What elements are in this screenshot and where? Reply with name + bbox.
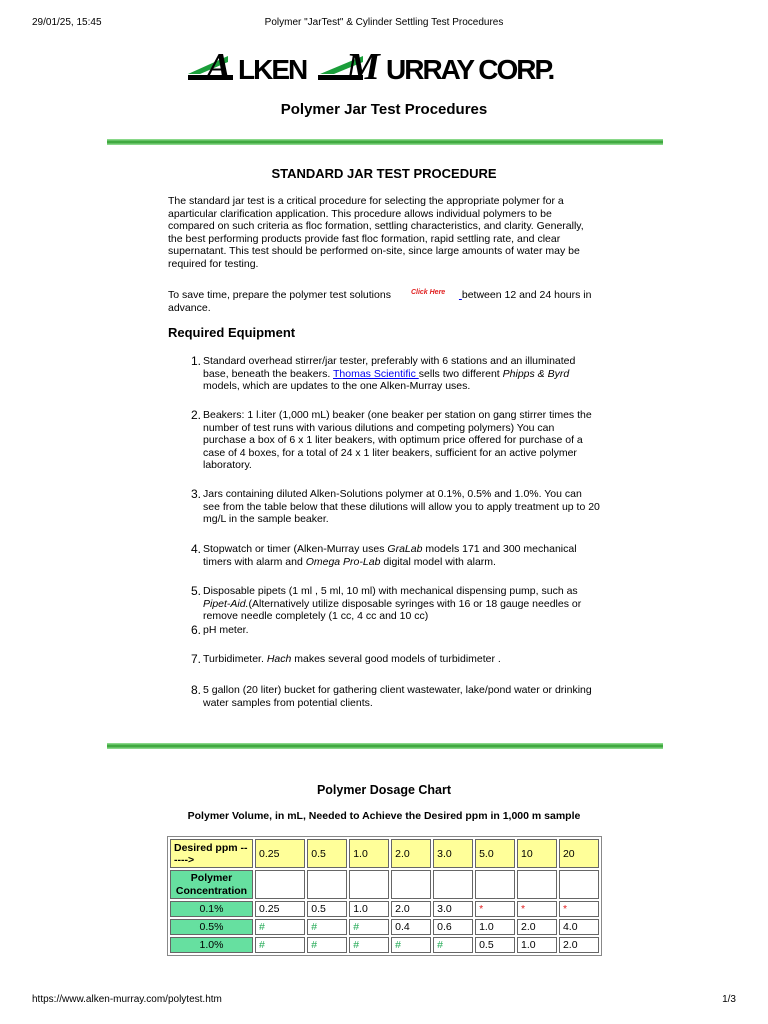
list-text: models, which are updates to the one Alken-Murray uses. xyxy=(203,380,471,393)
table-cell: * xyxy=(517,901,557,917)
table-header-cell: 3.0 xyxy=(433,839,473,868)
table-row xyxy=(170,919,599,935)
thomas-scientific-link[interactable]: Thomas Scientific xyxy=(333,367,419,380)
page-number: 1/3 xyxy=(722,994,736,1005)
dosage-chart-title: Polymer Dosage Chart xyxy=(316,783,452,797)
table-row xyxy=(170,839,599,868)
click-here-button[interactable]: Click Here xyxy=(410,289,446,296)
table-cell xyxy=(517,870,557,899)
svg-text:A: A xyxy=(206,46,231,86)
table-header-cell: 1.0 xyxy=(349,839,389,868)
table-header-cell: 20 xyxy=(559,839,599,868)
table-cell: 2.0 xyxy=(391,901,431,917)
table-cell xyxy=(433,870,473,899)
svg-text:LKEN: LKEN xyxy=(238,54,307,85)
list-text-italic: Hach xyxy=(266,653,292,665)
list-number: 3. xyxy=(190,487,201,501)
save-time-text: To save time, prepare the polymer test solutions xyxy=(168,289,391,301)
list-text-italic: Omega Pro-Lab xyxy=(305,555,381,568)
table-row xyxy=(170,870,599,899)
table-row xyxy=(170,937,599,953)
table-header-cell: 0.5 xyxy=(307,839,347,868)
list-text: pH meter. xyxy=(203,624,249,636)
table-cell xyxy=(559,870,599,899)
list-text: 5 gallon (20 liter) bucket for gathering client wastewater, lake/pond water or drinking water samples from potential clients. xyxy=(203,684,592,709)
table-cell xyxy=(475,870,515,899)
save-time-text-after: between 12 and 24 hours in advance. xyxy=(168,289,592,314)
table-cell: 1.0 xyxy=(517,937,557,953)
table-header-cell: 10 xyxy=(517,839,557,868)
print-date: 29/01/25, 15:45 xyxy=(32,17,102,28)
print-header xyxy=(32,17,736,31)
list-number: 7. xyxy=(190,652,201,666)
table-cell xyxy=(349,870,389,899)
table-cell xyxy=(307,870,347,899)
list-number: 4. xyxy=(190,542,201,556)
table-cell: 1.0 xyxy=(349,901,389,917)
table-cell: # xyxy=(255,919,305,935)
table-cell: 0.5 xyxy=(475,937,515,953)
table-cell: 0.25 xyxy=(255,901,305,917)
dosage-chart-subtitle: Polymer Volume, in mL, Needed to Achieve the Desired ppm in 1,000 m sample xyxy=(187,810,581,822)
list-text-italic: Phipps & Byrd xyxy=(502,367,570,380)
list-text-italic: GraLab xyxy=(387,543,423,555)
table-row xyxy=(170,901,599,917)
intro-paragraph: The standard jar test is a critical procedure for selecting the appropriate polymer for a aparticular clarification application. This procedure allows individual polymers to be compared on such criteria as floc formation, settling characteristics, and clarity. Generally, the best performing products provide fast floc formation, rapid settling rate, and clear supernatant. This test should be performed on-site, since large amounts of water may be required for testing. xyxy=(168,195,584,270)
list-text: (Alternatively utilize disposable syringes with 16 or 18 gauge needles or remove needle completely (1 cc, 4 cc and 10 cc) xyxy=(203,597,582,623)
table-cell: # xyxy=(349,919,389,935)
table-cell: 4.0 xyxy=(559,919,599,935)
table-row-label: 1.0% xyxy=(170,937,253,953)
table-cell: 2.0 xyxy=(517,919,557,935)
table-cell: * xyxy=(559,901,599,917)
print-url: https://www.alken-murray.com/polytest.htm xyxy=(32,994,222,1005)
list-text: Disposable pipets (1 ml , 5 ml, 10 ml) with mechanical dispensing pump, such as xyxy=(203,585,578,597)
print-title: Polymer "JarTest" & Cylinder Settling Test Procedures xyxy=(264,17,504,28)
save-time-paragraph xyxy=(168,289,600,314)
alken-murray-logo[interactable] xyxy=(188,46,580,86)
table-header-cell: Polymer Concentration xyxy=(170,870,253,899)
list-text: Turbidimeter. xyxy=(203,653,267,665)
list-text-italic: Pipet-Aid. xyxy=(203,597,249,610)
list-number: 8. xyxy=(190,683,201,697)
table-cell: 1.0 xyxy=(475,919,515,935)
svg-text:URRAY CORP.: URRAY CORP. xyxy=(386,54,554,85)
svg-text:M: M xyxy=(346,46,380,86)
section-title: STANDARD JAR TEST PROCEDURE xyxy=(271,166,497,181)
table-row-label: 0.5% xyxy=(170,919,253,935)
list-text: Stopwatch or timer (Alken-Murray uses xyxy=(203,543,388,555)
table-header-cell: 2.0 xyxy=(391,839,431,868)
table-cell xyxy=(391,870,431,899)
table-cell: 0.6 xyxy=(433,919,473,935)
list-text: digital model with alarm. xyxy=(380,555,496,568)
table-cell: # xyxy=(307,919,347,935)
table-cell: 2.0 xyxy=(559,937,599,953)
table-cell: # xyxy=(307,937,347,953)
table-header-cell: 0.25 xyxy=(255,839,305,868)
table-header-cell: Desired ppm ------> xyxy=(170,839,253,868)
table-cell: # xyxy=(349,937,389,953)
list-number: 2. xyxy=(190,408,201,422)
dosage-table xyxy=(167,836,602,956)
table-cell: 3.0 xyxy=(433,901,473,917)
divider xyxy=(107,139,663,145)
list-text: models 171 and 300 mechanical timers with alarm and xyxy=(203,543,577,568)
table-cell: 0.5 xyxy=(307,901,347,917)
list-text: sells two different xyxy=(418,367,503,380)
list-text: Standard overhead stirrer/jar tester, preferably with 6 stations and an illuminated base, beneath the beakers. xyxy=(203,355,576,380)
table-cell: # xyxy=(433,937,473,953)
table-cell: 0.4 xyxy=(391,919,431,935)
required-equipment-heading: Required Equipment xyxy=(168,325,296,340)
table-header-cell: 5.0 xyxy=(475,839,515,868)
list-text: makes several good models of turbidimeter . xyxy=(291,653,501,665)
list-number: 5. xyxy=(190,584,201,598)
table-row-label: 0.1% xyxy=(170,901,253,917)
table-cell xyxy=(255,870,305,899)
print-footer xyxy=(32,994,736,1008)
list-number: 6. xyxy=(190,623,201,637)
page-title: Polymer Jar Test Procedures xyxy=(280,101,488,118)
table-cell: # xyxy=(255,937,305,953)
list-text: Beakers: 1 l.iter (1,000 mL) beaker (one beaker per station on gang stirrer times the number of test runs with various dilutions and competing polymers) You can purchase a box of 6 x 1 liter beakers, with optimum price offered for purchase of a case of 4 boxes, for a total of 24 x 1 liter beakers, sufficient for an active polymer laboratory. xyxy=(203,409,592,472)
list-number: 1. xyxy=(190,354,201,368)
list-text: Jars containing diluted Alken-Solutions polymer at 0.1%, 0.5% and 1.0%. You can see from the table below that these dilutions will allow you to apply treatment up to 20 mg/L in the sample beaker. xyxy=(203,488,600,526)
table-cell: * xyxy=(475,901,515,917)
table-cell: # xyxy=(391,937,431,953)
divider xyxy=(107,743,663,749)
